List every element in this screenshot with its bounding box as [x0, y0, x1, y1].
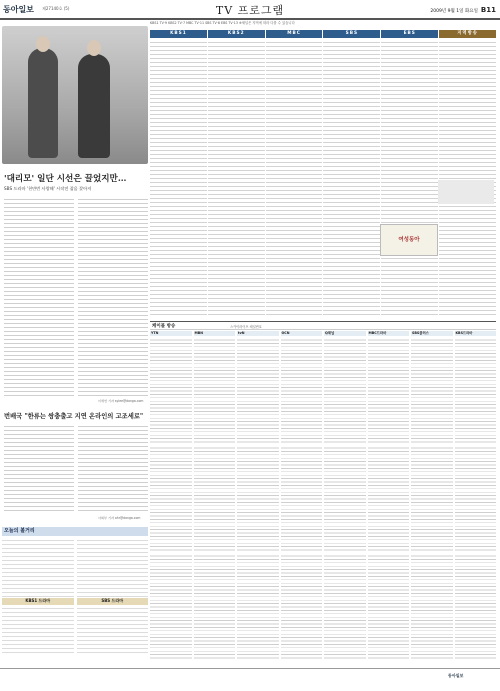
schedule-col-sbs [323, 39, 380, 315]
photo-head-left [36, 36, 50, 52]
cable-band-title: 케이블 방송 [152, 324, 176, 329]
cable-listing-block [281, 337, 323, 443]
channel-header-local: 지역방송 [439, 30, 496, 38]
drama-photo [2, 26, 148, 164]
schedule-col-mbc [266, 39, 323, 315]
cable-listing-block [324, 445, 366, 551]
cable-channel-label: MBC드라마 [368, 331, 410, 336]
guide-listing-right [77, 537, 149, 655]
photo-head-right [87, 40, 101, 56]
cable-listing-block [411, 445, 453, 551]
cable-listing-block [324, 553, 366, 659]
cable-channel-label: Q채널 [324, 331, 366, 336]
photo-figure-right [78, 54, 110, 158]
cable-listing-block [324, 337, 366, 443]
article-byline: 이세연 기자 sylee@donga.com [98, 399, 144, 403]
cable-listing-block [150, 337, 192, 443]
cable-channel-label: YTN [150, 331, 192, 336]
cable-listing-block [194, 445, 236, 551]
broadcast-schedule-grid [150, 30, 496, 316]
cable-channel-label: tvN [237, 331, 279, 336]
promo-box [438, 180, 494, 204]
article2-body-col2 [78, 423, 148, 513]
channel-header-kbs1: KBS1 [150, 30, 207, 38]
cable-col [411, 331, 453, 663]
cable-listing-block [411, 337, 453, 443]
cable-listing-block [411, 553, 453, 659]
cable-listing-block [368, 445, 410, 551]
guide-tab-sbs: SBS 드라마 [77, 598, 149, 605]
edition-number: 제27140호 (5) [42, 6, 70, 11]
cable-listing-block [150, 445, 192, 551]
cable-col [237, 331, 279, 663]
footer-rule [0, 668, 500, 669]
cable-listing-block [237, 553, 279, 659]
guide-listing [2, 537, 148, 655]
article2-body-col1 [4, 423, 74, 513]
cable-channel-label: KBS드라마 [455, 331, 497, 336]
cable-channel-label: SBS플러스 [411, 331, 453, 336]
cable-listing-block [150, 553, 192, 659]
cable-col [368, 331, 410, 663]
cable-col [455, 331, 497, 663]
left-column [2, 26, 148, 656]
cable-listing-block [455, 553, 497, 659]
masthead [0, 0, 500, 20]
cable-listing-block [368, 337, 410, 443]
cable-col [281, 331, 323, 663]
photo-figure-left [28, 48, 58, 158]
page-number: B11 [480, 6, 496, 14]
cable-listing-block [281, 445, 323, 551]
cable-listing-block [194, 553, 236, 659]
article2-byline: 사회부 기자 ohr@donga.com [98, 516, 141, 520]
schedule-body [150, 39, 496, 315]
channel-frequency-line: KBS1 TV·9 KBS2 TV·7 MBC TV·11 SBS TV·6 EBS TV·13 ※채널은 지역에 따라 다를 수 있습니다 [150, 21, 295, 25]
guide-listing-left [2, 537, 74, 655]
guide-header: 오늘의 볼거리 [2, 527, 148, 536]
cable-band [150, 321, 496, 330]
cable-col [150, 331, 192, 663]
guide-tab-kbs: KBS1 드라마 [2, 598, 74, 605]
channel-header-kbs2: KBS2 [208, 30, 265, 38]
cable-channel-label: MBN [194, 331, 236, 336]
article2-headline: 번배국 "한류는 쌍충출고 지연 온라인의 고조세로" [4, 413, 144, 420]
page-title: TV 프로그램 [215, 4, 285, 17]
paper-name: 동아일보 [3, 5, 34, 14]
cable-col [324, 331, 366, 663]
article-body-col1 [4, 196, 74, 396]
cable-listing-block [194, 337, 236, 443]
schedule-col-local [439, 39, 496, 315]
channel-header-mbc: MBC [266, 30, 323, 38]
guide-tabs [2, 598, 148, 605]
schedule-header [150, 30, 496, 38]
issue-date: 2009년 9월 1일 화요일 B11 [430, 6, 496, 14]
article-body-col2 [78, 196, 148, 396]
cable-listing-block [455, 337, 497, 443]
cable-band-subtitle: 스카이라이프 채널번호 [230, 325, 262, 329]
cable-channel-label: OCN [281, 331, 323, 336]
cable-listing-block [455, 445, 497, 551]
schedule-col-kbs1 [150, 39, 207, 315]
article-subhead: SBS 드라마 '천만번 사랑해' 시작전 잡음 잦아져 [4, 186, 92, 191]
cable-listing-block [281, 553, 323, 659]
schedule-col-ebs [381, 39, 438, 315]
cable-listing-block [237, 337, 279, 443]
cable-col [194, 331, 236, 663]
magazine-ad: 여성동아 [380, 224, 438, 256]
cable-listing-block [237, 445, 279, 551]
channel-header-ebs: EBS [381, 30, 438, 38]
cable-listing-block [368, 553, 410, 659]
schedule-col-kbs2 [208, 39, 265, 315]
channel-header-sbs: SBS [323, 30, 380, 38]
footer-logo: 동아일보 [448, 673, 464, 678]
article-headline: '대리모' 일단 시선은 끌었지만… [4, 174, 127, 184]
cable-listings [150, 331, 496, 663]
